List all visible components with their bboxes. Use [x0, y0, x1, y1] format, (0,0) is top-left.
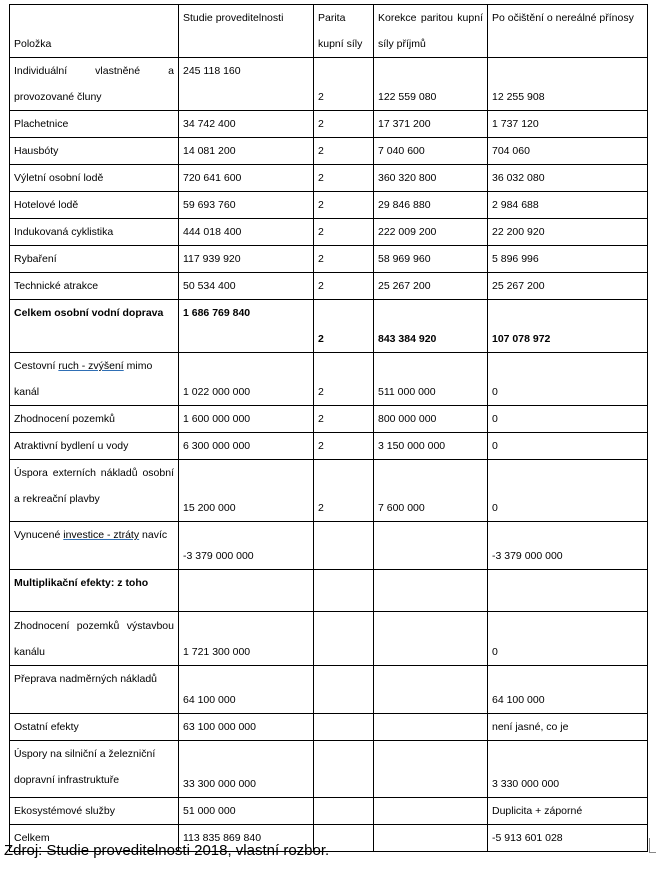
cell-korekce: 3 150 000 000: [374, 433, 488, 460]
cell-korekce: [374, 666, 488, 714]
cell-parita: 2: [314, 219, 374, 246]
cell-korekce: 511 000 000: [374, 353, 488, 406]
cell-parita: 2: [314, 58, 374, 111]
cell-parita: 2: [314, 353, 374, 406]
table-row: [10, 165, 648, 192]
row-label: Výletní osobní lodě: [10, 165, 179, 192]
cell-korekce: 122 559 080: [374, 58, 488, 111]
table-row: [10, 406, 648, 433]
cell-studie: -3 379 000 000: [179, 522, 314, 570]
cell-ocisteni: 0: [488, 353, 648, 406]
cell-ocisteni: 36 032 080: [488, 165, 648, 192]
cell-studie: 1 022 000 000: [179, 353, 314, 406]
cell-korekce: [374, 570, 488, 612]
cell-ocisteni: 12 255 908: [488, 58, 648, 111]
section-row: [10, 570, 648, 612]
row-label: Vynucené investice - ztráty navíc: [10, 522, 179, 570]
row-label: Multiplikační efekty: z toho: [10, 570, 179, 612]
subtotal-row: [10, 300, 648, 353]
cell-ocisteni: 704 060: [488, 138, 648, 165]
cell-korekce: [374, 825, 488, 852]
cell-parita: 2: [314, 300, 374, 353]
row-label: Atraktivní bydlení u vody: [10, 433, 179, 460]
row-label: Plachetnice: [10, 111, 179, 138]
cell-korekce: 29 846 880: [374, 192, 488, 219]
cell-korekce: 7 040 600: [374, 138, 488, 165]
cell-ocisteni: 64 100 000: [488, 666, 648, 714]
cell-ocisteni: 22 200 920: [488, 219, 648, 246]
cell-ocisteni: 0: [488, 433, 648, 460]
cell-studie: 14 081 200: [179, 138, 314, 165]
row-label: Hausbóty: [10, 138, 179, 165]
cell-ocisteni: -3 379 000 000: [488, 522, 648, 570]
cell-ocisteni: 1 737 120: [488, 111, 648, 138]
cell-parita: 2: [314, 165, 374, 192]
cell-studie: 1 721 300 000: [179, 612, 314, 666]
cell-parita: [314, 522, 374, 570]
cell-parita: [314, 714, 374, 741]
table-row: [10, 273, 648, 300]
cell-parita: 2: [314, 138, 374, 165]
row-label: Ekosystémové služby: [10, 798, 179, 825]
header-studie: Studie proveditelnosti: [179, 5, 314, 58]
header-korekce: Korekce paritou kupní síly příjmů: [374, 5, 488, 58]
row-label: Ostatní efekty: [10, 714, 179, 741]
cell-ocisteni: 25 267 200: [488, 273, 648, 300]
cell-ocisteni: 107 078 972: [488, 300, 648, 353]
cell-parita: 2: [314, 111, 374, 138]
table-row: [10, 353, 648, 406]
benefits-table: [9, 4, 648, 852]
row-label: Úspory na silniční a železniční dopravní infrastruktuře: [10, 741, 179, 798]
table-row: [10, 612, 648, 666]
cell-studie: 720 641 600: [179, 165, 314, 192]
cell-studie: 50 534 400: [179, 273, 314, 300]
cell-studie: 117 939 920: [179, 246, 314, 273]
cell-korekce: 25 267 200: [374, 273, 488, 300]
cell-korekce: [374, 798, 488, 825]
cell-ocisteni: 0: [488, 460, 648, 522]
row-label: Přeprava nadměrných nákladů: [10, 666, 179, 714]
cell-korekce: 58 969 960: [374, 246, 488, 273]
corner-mark: [649, 838, 656, 853]
cell-parita: 2: [314, 433, 374, 460]
cell-ocisteni: 0: [488, 612, 648, 666]
cell-korekce: 222 009 200: [374, 219, 488, 246]
cell-studie: 34 742 400: [179, 111, 314, 138]
table-row: [10, 741, 648, 798]
table-row: [10, 522, 648, 570]
cell-studie: 64 100 000: [179, 666, 314, 714]
cell-studie: 1 686 769 840: [179, 300, 314, 353]
row-label: Hotelové lodě: [10, 192, 179, 219]
row-label: Technické atrakce: [10, 273, 179, 300]
table-row: [10, 666, 648, 714]
header-ocisteni: Po očištění o nereálné přínosy: [488, 5, 648, 58]
cell-parita: [314, 612, 374, 666]
cell-parita: 2: [314, 273, 374, 300]
cell-korekce: [374, 741, 488, 798]
cell-ocisteni: 5 896 996: [488, 246, 648, 273]
source-caption: Zdroj: Studie proveditelnosti 2018, vlastní rozbor.: [4, 842, 330, 859]
row-label: Indukovaná cyklistika: [10, 219, 179, 246]
header-polozka: Položka: [10, 5, 179, 58]
cell-studie: 33 300 000 000: [179, 741, 314, 798]
row-label: Zhodnocení pozemků: [10, 406, 179, 433]
cell-parita: 2: [314, 192, 374, 219]
cell-parita: [314, 798, 374, 825]
table-row: [10, 219, 648, 246]
cell-korekce: [374, 522, 488, 570]
cell-studie: 51 000 000: [179, 798, 314, 825]
row-label: Zhodnocení pozemků výstavbou kanálu: [10, 612, 179, 666]
cell-parita: 2: [314, 460, 374, 522]
table-row: [10, 58, 648, 111]
row-label: Celkem osobní vodní doprava: [10, 300, 179, 353]
cell-korekce: 7 600 000: [374, 460, 488, 522]
cell-studie: 113 835 869 840: [179, 825, 314, 852]
cell-ocisteni: Duplicita + záporné: [488, 798, 648, 825]
table-row: [10, 460, 648, 522]
cell-ocisteni: [488, 570, 648, 612]
table-row: [10, 111, 648, 138]
cell-korekce: 360 320 800: [374, 165, 488, 192]
table-row: [10, 246, 648, 273]
cell-parita: [314, 570, 374, 612]
cell-korekce: 843 384 920: [374, 300, 488, 353]
cell-studie: [179, 570, 314, 612]
row-label: Celkem: [10, 825, 179, 852]
cell-parita: [314, 666, 374, 714]
cell-studie: 1 600 000 000: [179, 406, 314, 433]
table-row: [10, 798, 648, 825]
cell-studie: 63 100 000 000: [179, 714, 314, 741]
cell-korekce: 17 371 200: [374, 111, 488, 138]
row-label: Úspora externích nákladů osobní a rekreační plavby: [10, 460, 179, 522]
cell-studie: 245 118 160: [179, 58, 314, 111]
cell-korekce: 800 000 000: [374, 406, 488, 433]
cell-ocisteni: -5 913 601 028: [488, 825, 648, 852]
cell-parita: [314, 741, 374, 798]
table-header-row: [10, 5, 648, 58]
table-row: [10, 138, 648, 165]
row-label: Rybaření: [10, 246, 179, 273]
cell-parita: 2: [314, 246, 374, 273]
cell-studie: 444 018 400: [179, 219, 314, 246]
cell-ocisteni: 0: [488, 406, 648, 433]
cell-studie: 59 693 760: [179, 192, 314, 219]
row-label: Individuální vlastněné a provozované čluny: [10, 58, 179, 111]
table-row: [10, 433, 648, 460]
cell-ocisteni: není jasné, co je: [488, 714, 648, 741]
cell-ocisteni: 3 330 000 000: [488, 741, 648, 798]
table-row: [10, 192, 648, 219]
cell-korekce: [374, 714, 488, 741]
cell-parita: 2: [314, 406, 374, 433]
cell-korekce: [374, 612, 488, 666]
row-label: Cestovní ruch - zvýšení mimo kanál: [10, 353, 179, 406]
header-parita: Parita kupní síly: [314, 5, 374, 58]
cell-studie: 6 300 000 000: [179, 433, 314, 460]
cell-ocisteni: 2 984 688: [488, 192, 648, 219]
cell-studie: 15 200 000: [179, 460, 314, 522]
table-row: [10, 714, 648, 741]
